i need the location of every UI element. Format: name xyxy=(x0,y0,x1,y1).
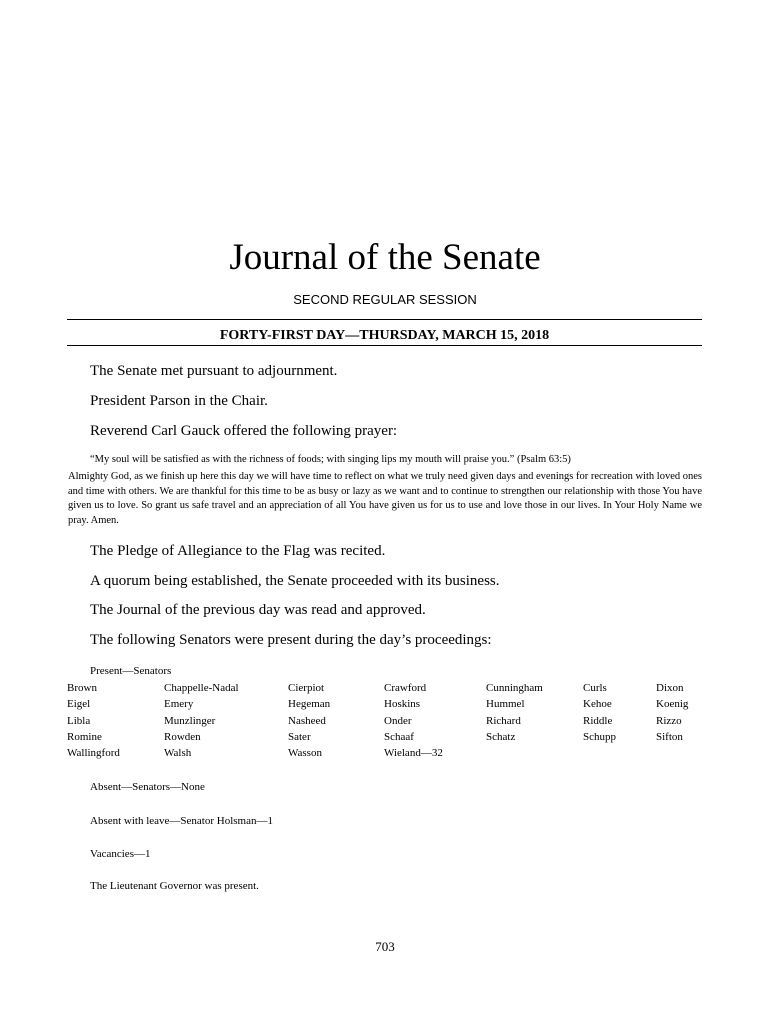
senator-name: Wallingford xyxy=(67,747,120,759)
bottom-rule xyxy=(67,345,702,346)
senator-name: Onder xyxy=(384,715,412,727)
senator-name: Schatz xyxy=(486,731,516,743)
session-subtitle: SECOND REGULAR SESSION xyxy=(293,292,477,307)
senator-name: Wieland—32 xyxy=(384,747,443,759)
prayer-body: Almighty God, as we finish up here this day we will have time to reflect on what we truly need given days and evenings for recreation with loved ones and time with others. We are thankful for this time to be as busy or lazy as we want and to continue to strengthen our relationship with those You have given us to love. So grant us safe travel and an appreciation of all You have given us for us to use and love those in our lives. In Your Holy Name we pray. Amen. xyxy=(68,471,702,526)
senator-name: Munzlinger xyxy=(164,715,216,727)
senator-name: Hummel xyxy=(486,698,525,710)
senator-name: Emery xyxy=(164,698,194,710)
prayer-quote: “My soul will be satisfied as with the richness of foods; with singing lips my mouth will praise you.” (Psalm 63:5) xyxy=(90,454,571,465)
senator-name: Wasson xyxy=(288,747,322,759)
senator-name: Richard xyxy=(486,715,521,727)
proceeding-line: The Pledge of Allegiance to the Flag was recited. xyxy=(90,543,386,559)
senator-name: Schaaf xyxy=(384,731,414,743)
present-label: Present—Senators xyxy=(90,665,172,677)
absent-with-leave-line: Absent with leave—Senator Holsman—1 xyxy=(90,815,273,827)
vacancies-line: Vacancies—1 xyxy=(90,848,151,860)
senator-name: Schupp xyxy=(583,731,616,743)
senator-name: Koenig xyxy=(656,698,689,710)
senator-name: Rowden xyxy=(164,731,201,743)
opening-line: The Senate met pursuant to adjournment. xyxy=(90,363,338,379)
senator-name: Brown xyxy=(67,682,97,694)
senator-name: Riddle xyxy=(583,715,613,727)
page-number: 703 xyxy=(375,939,395,954)
senator-name: Nasheed xyxy=(288,715,326,727)
day-heading: FORTY-FIRST DAY—THURSDAY, MARCH 15, 2018 xyxy=(219,328,550,343)
senator-name: Hoskins xyxy=(384,698,421,710)
senator-name: Rizzo xyxy=(656,715,682,727)
senator-name: Kehoe xyxy=(583,698,612,710)
senator-name: Cierpiot xyxy=(288,682,325,694)
senator-name: Curls xyxy=(583,682,607,694)
proceeding-line: The Journal of the previous day was read and approved. xyxy=(90,602,426,618)
senator-name: Dixon xyxy=(656,682,684,694)
senator-name: Romine xyxy=(67,731,102,743)
lt-governor-line: The Lieutenant Governor was present. xyxy=(90,880,259,892)
senator-name: Hegeman xyxy=(288,698,331,710)
opening-line: President Parson in the Chair. xyxy=(90,393,268,409)
senator-name: Crawford xyxy=(384,682,427,694)
senator-name: Chappelle-Nadal xyxy=(164,682,239,694)
senator-name: Walsh xyxy=(164,747,192,759)
senator-name: Eigel xyxy=(67,698,91,710)
senator-name: Sifton xyxy=(656,731,683,743)
proceeding-line: The following Senators were present during the day’s proceedings: xyxy=(90,632,492,648)
opening-line: Reverend Carl Gauck offered the following prayer: xyxy=(90,423,398,439)
senator-name: Sater xyxy=(288,731,311,743)
top-rule xyxy=(67,319,702,320)
proceeding-line: A quorum being established, the Senate proceeded with its business. xyxy=(90,573,500,589)
senator-name: Libla xyxy=(67,715,91,727)
absent-line: Absent—Senators—None xyxy=(90,781,205,793)
senator-name: Cunningham xyxy=(486,682,543,694)
journal-title: Journal of the Senate xyxy=(229,237,541,278)
